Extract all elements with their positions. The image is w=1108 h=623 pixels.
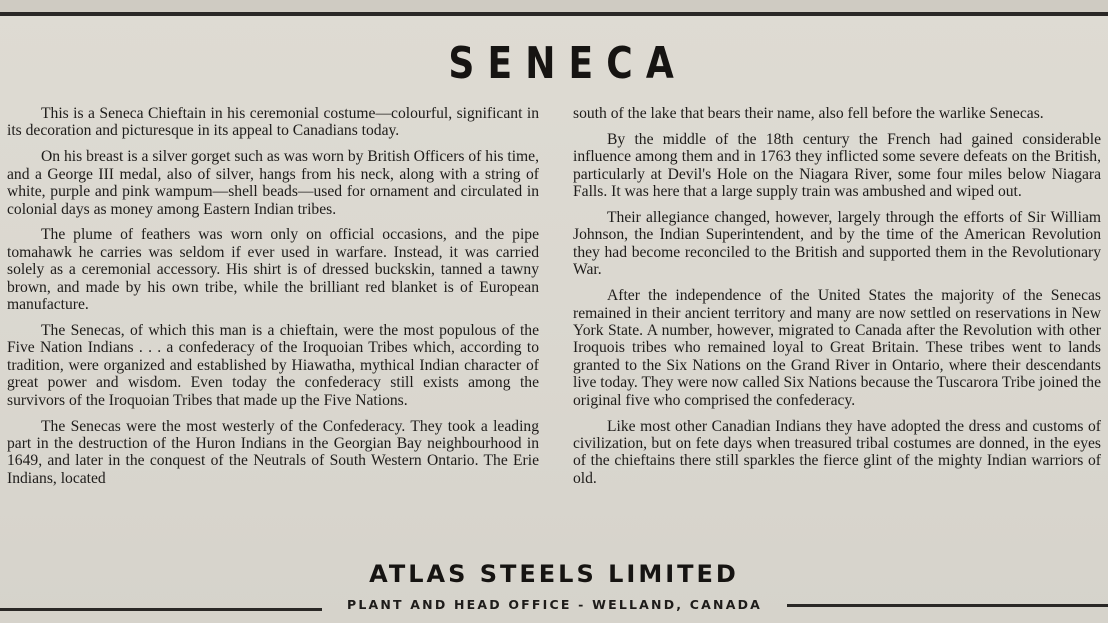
paragraph-gorget: On his breast is a silver gorget such as was worn by British Officers of his time, and a George III medal, also of silver, hangs from his neck, along with a string of white, purple and pink wampum—shell beads—used for ornament and circulated in colonial days as money among Eastern Indian tribes. (7, 148, 539, 218)
top-paper-strip (0, 0, 1108, 12)
paragraph-five-nations: The Senecas, of which this man is a chieftain, were the most populous of the Five Nation Indians . . . a confederacy of the Iroquoian Tribes which, according to tradition, were organized and established by Hiawatha, mythical Indian character of great power and wisdom. Even today the confederacy still exists among the survivors of the Iroquoian Tribes that made up the Five Nations. (7, 321, 539, 409)
right-column (573, 105, 1101, 496)
paragraph-customs: Like most other Canadian Indians they have adopted the dress and customs of civilization, but on fete days when treasured tribal costumes are donned, in the eyes of the chieftains there still sparkles the fierce glint of the mighty Indian warriors of old. (573, 417, 1101, 487)
paragraph-continuation: south of the lake that bears their name, also fell before the warlike Senecas. (573, 105, 1044, 122)
footer-company-name: ATLAS STEELS LIMITED (369, 560, 739, 588)
footer-address-row (0, 597, 1108, 617)
paragraph-intro: This is a Seneca Chieftain in his ceremonial costume—colourful, significant in its decoration and picturesque in its appeal to Canadians today. (7, 105, 539, 140)
paragraph-independence: After the independence of the United States the majority of the Senecas remained in their ancient territory and many are now settled on reservations in New York State. A number, however, migrated to Canada after the Revolution with other Iroquois tribes who remained loyal to Great Britain. These tribes went to lands granted to the Six Nations on the Grand River in Ontario, where their descendants live today. They were now called Six Nations because the Tuscarora Tribe joined the original five who comprised the confederacy. (573, 287, 1101, 409)
footer-rule-right (787, 604, 1108, 607)
paragraph-allegiance: Their allegiance changed, however, largely through the efforts of Sir William Johnson, the Indian Superintendent, and by the time of the American Revolution they had become reconciled to the British and supported them in the Revolutionary War. (573, 209, 1101, 279)
paragraph-plume: The plume of feathers was worn only on official occasions, and the pipe tomahawk he carries was seldom if ever used in warfare. Instead, it was carried solely as a ceremonial accessory. His shirt is of dressed buckskin, tanned a tawny brown, and made by his own tribe, while the brilliant red blanket is of European manufacture. (7, 226, 539, 314)
page-title: SENECA (448, 38, 687, 89)
paragraph-french-influence: By the middle of the 18th century the French had gained considerable influence among them and in 1763 they inflicted some severe defeats on the British, particularly at Devil's Hole on the Niagara River, some four miles below Niagara Falls. It was here that a large supply train was ambushed and wiped out. (573, 130, 1101, 201)
left-column (7, 105, 539, 496)
paragraph-westerly: The Senecas were the most westerly of the Confederacy. They took a leading part in the destruction of the Huron Indians in the Georgian Bay neighbourhood in 1649, and later in the conquest of the Neutrals of South Western Ontario. The Erie Indians, located (7, 417, 539, 487)
footer-rule-left (0, 608, 322, 611)
footer-address: PLANT AND HEAD OFFICE - WELLAND, CANADA (346, 597, 763, 612)
top-rule (0, 12, 1108, 16)
